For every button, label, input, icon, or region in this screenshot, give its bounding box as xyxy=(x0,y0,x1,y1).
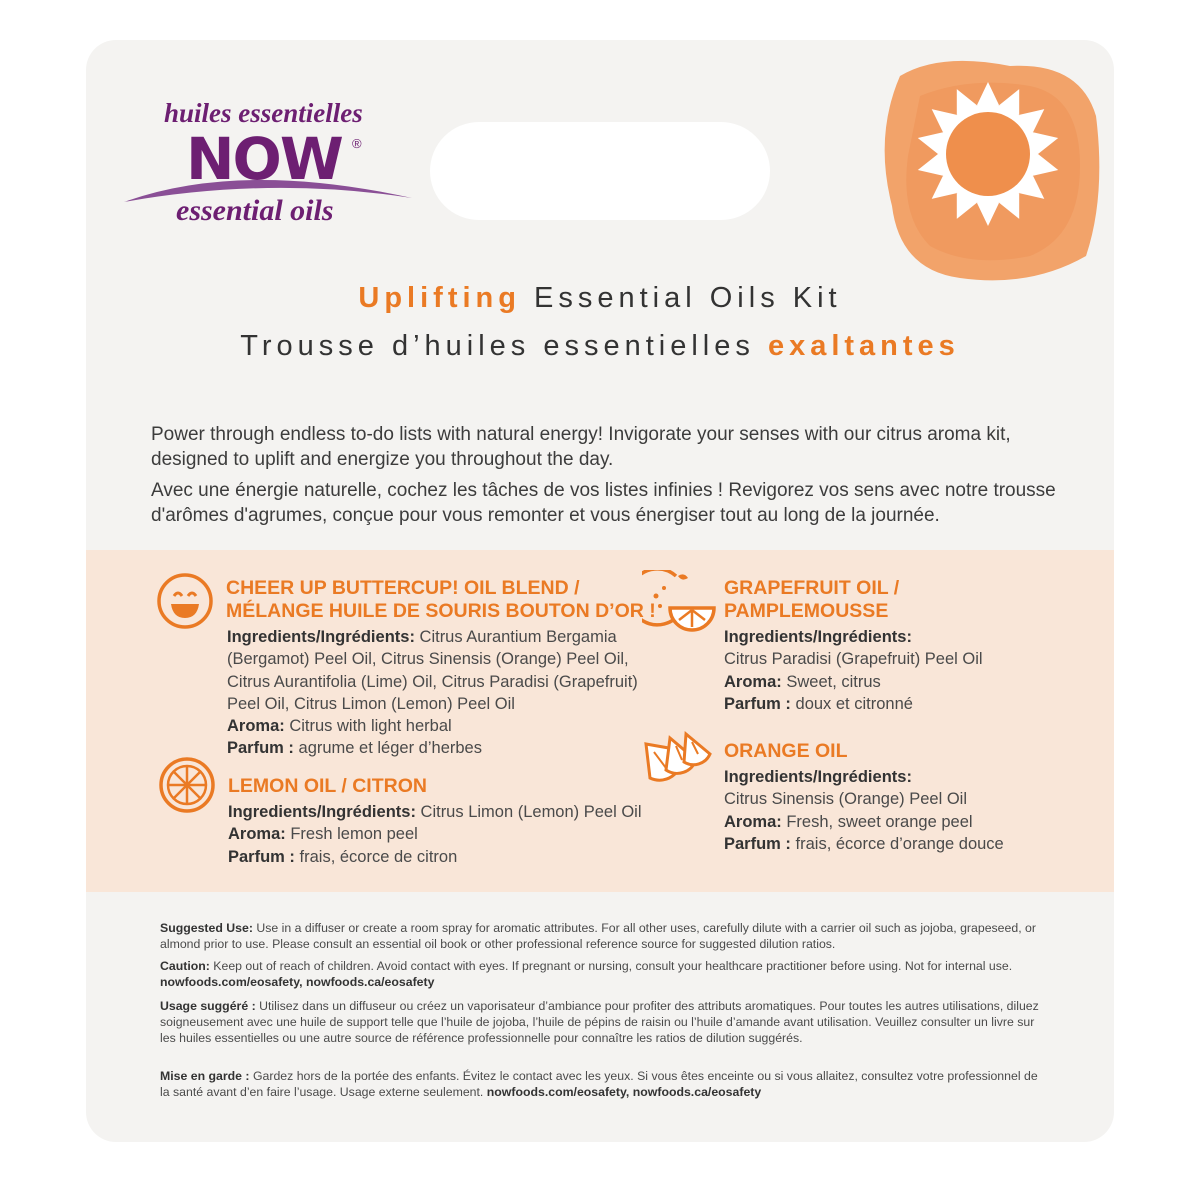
lemon-parfum: frais, écorce de citron xyxy=(294,847,458,866)
cheer-ingredients-4: Peel Oil, Citrus Limon (Lemon) Peel Oil xyxy=(227,694,515,713)
grapefruit-parfum: doux et citronné xyxy=(790,694,913,713)
cheer-title-line-1: CHEER UP BUTTERCUP! OIL BLEND / xyxy=(226,577,580,599)
grapefruit-parfum-label: Parfum : xyxy=(724,694,791,713)
suggested-use xyxy=(160,920,1050,952)
cheer-ingredients-2: (Bergamot) Peel Oil, Citrus Sinensis (Orange) Peel Oil, xyxy=(227,650,629,669)
cheer-ingredients-3: Citrus Aurantifolia (Lime) Oil, Citrus Paradisi (Grapefruit) xyxy=(227,672,638,691)
title-fr-rest: Trousse d’huiles essentielles xyxy=(240,330,768,362)
cheer-parfum: agrume et léger d’herbes xyxy=(293,739,482,758)
orange-aroma: Fresh, sweet orange peel xyxy=(781,812,973,831)
cheer-title xyxy=(226,577,656,623)
logo-wordmark: NOW xyxy=(186,125,342,193)
title-fr-highlight: exaltantes xyxy=(767,330,960,362)
mise-en-garde xyxy=(160,1068,1050,1100)
hang-hole xyxy=(430,122,770,220)
orange-details xyxy=(724,766,1004,855)
sun-badge-icon xyxy=(880,56,1102,284)
grapefruit-aroma-label: Aroma: xyxy=(724,672,782,691)
orange-parfum: frais, écorce d’orange douce xyxy=(790,834,1004,853)
mise-label: Mise en garde : xyxy=(160,1069,250,1083)
smiley-face-icon xyxy=(156,572,214,630)
mise-text: Gardez hors de la portée des enfants. Évitez le contact avec les yeux. Si vous êtes enceinte ou si vous allaitez, consultez votre professionnel de la santé avant d’en faire l’usage. Usage externe seulement. xyxy=(160,1069,1038,1100)
lemon-ingredients: Citrus Limon (Lemon) Peel Oil xyxy=(415,803,642,821)
lemon-details xyxy=(228,801,642,868)
caution-text: Keep out of reach of children. Avoid contact with eyes. If pregnant or nursing, consult your healthcare practitioner before using. Not for internal use. xyxy=(209,959,1013,973)
suggested-use-label: Suggested Use: xyxy=(160,921,253,935)
cheer-aroma: Citrus with light herbal xyxy=(284,717,452,736)
orange-ingredients: Citrus Sinensis (Orange) Peel Oil xyxy=(724,790,968,809)
intro-english: Power through endless to-do lists with natural energy! Invigorate your senses with our citrus aroma kit, designed to uplift and energize you throughout the day. xyxy=(151,424,1011,470)
lemon-parfum-label: Parfum : xyxy=(228,847,295,866)
logo-bottom-text: essential oils xyxy=(176,194,334,227)
logo-top-text: huiles essentielles xyxy=(164,98,363,128)
cheer-ingredients-label: Ingredients/Ingrédients: xyxy=(227,628,415,646)
orange-aroma-label: Aroma: xyxy=(724,812,782,831)
caution-links: nowfoods.com/eosafety, nowfoods.ca/eosafety xyxy=(160,975,435,990)
grapefruit-ingredients-label: Ingredients/Ingrédients: xyxy=(724,628,912,646)
usage-suggere xyxy=(160,998,1050,1047)
grapefruit-title-line-2: PAMPLEMOUSSE xyxy=(724,600,889,622)
cheer-parfum-label: Parfum : xyxy=(227,739,294,758)
orange-slices-icon xyxy=(640,730,718,792)
lemon-slice-icon xyxy=(158,756,216,814)
title-english xyxy=(0,282,1200,315)
grapefruit-ingredients: Citrus Paradisi (Grapefruit) Peel Oil xyxy=(724,650,983,669)
lemon-ingredients-label: Ingredients/Ingrédients: xyxy=(228,803,416,821)
registered-mark: ® xyxy=(352,136,362,151)
cheer-details xyxy=(227,626,638,760)
caution xyxy=(160,958,1050,990)
grapefruit-details xyxy=(724,626,983,715)
usage-label: Usage suggéré : xyxy=(160,999,256,1013)
usage-text: Utilisez dans un diffuseur ou créez un vaporisateur d’ambiance pour profiter des attributs aromatiques. Pour toutes les autres utilisations, diluez soigneusement avec une huile de support telle que l’huile de jojoba, l’huile de pépins de raisin ou l’huile d’amande avant utilisation. Veuillez consulter un livre sur les huiles essentielles ou une autre source de référence professionnelle pour connaître les ratios de dilution suggérés. xyxy=(160,999,1039,1046)
suggested-use-text: Use in a diffuser or create a room spray for aromatic attributes. For all other uses, carefully dilute with a carrier oil such as jojoba, grapeseed, or almond prior to use. Please consult an essential oil book or other professional reference source for suggested dilution ratios. xyxy=(160,921,1036,952)
cheer-title-line-2: MÉLANGE HUILE DE SOURIS BOUTON D’OR ! xyxy=(226,600,656,622)
lemon-title: LEMON OIL / CITRON xyxy=(228,775,427,797)
now-logo xyxy=(120,98,420,238)
intro-french: Avec une énergie naturelle, cochez les tâches de vos listes infinies ! Revigorez vos sens avec notre trousse d'arômes d'agrumes, conçue pour vous remonter et vous énergiser tout au long de la journée. xyxy=(151,480,1056,526)
lemon-aroma: Fresh lemon peel xyxy=(285,825,418,844)
cheer-aroma-label: Aroma: xyxy=(227,717,285,736)
grapefruit-icon xyxy=(642,570,716,636)
title-en-highlight: Uplifting xyxy=(358,282,521,314)
grapefruit-aroma: Sweet, citrus xyxy=(781,672,881,691)
orange-parfum-label: Parfum : xyxy=(724,834,791,853)
caution-label: Caution: xyxy=(160,959,210,973)
title-french xyxy=(0,330,1200,363)
lemon-aroma-label: Aroma: xyxy=(228,825,286,844)
grapefruit-title-line-1: GRAPEFRUIT OIL / xyxy=(724,577,900,599)
orange-ingredients-label: Ingredients/Ingrédients: xyxy=(724,768,912,786)
mise-links: nowfoods.com/eosafety, nowfoods.ca/eosafety xyxy=(486,1085,762,1100)
cheer-ingredients-1: Citrus Aurantium Bergamia xyxy=(414,628,617,646)
grapefruit-title xyxy=(724,577,899,623)
title-en-rest: Essential Oils Kit xyxy=(520,282,842,314)
orange-title: ORANGE OIL xyxy=(724,740,848,762)
